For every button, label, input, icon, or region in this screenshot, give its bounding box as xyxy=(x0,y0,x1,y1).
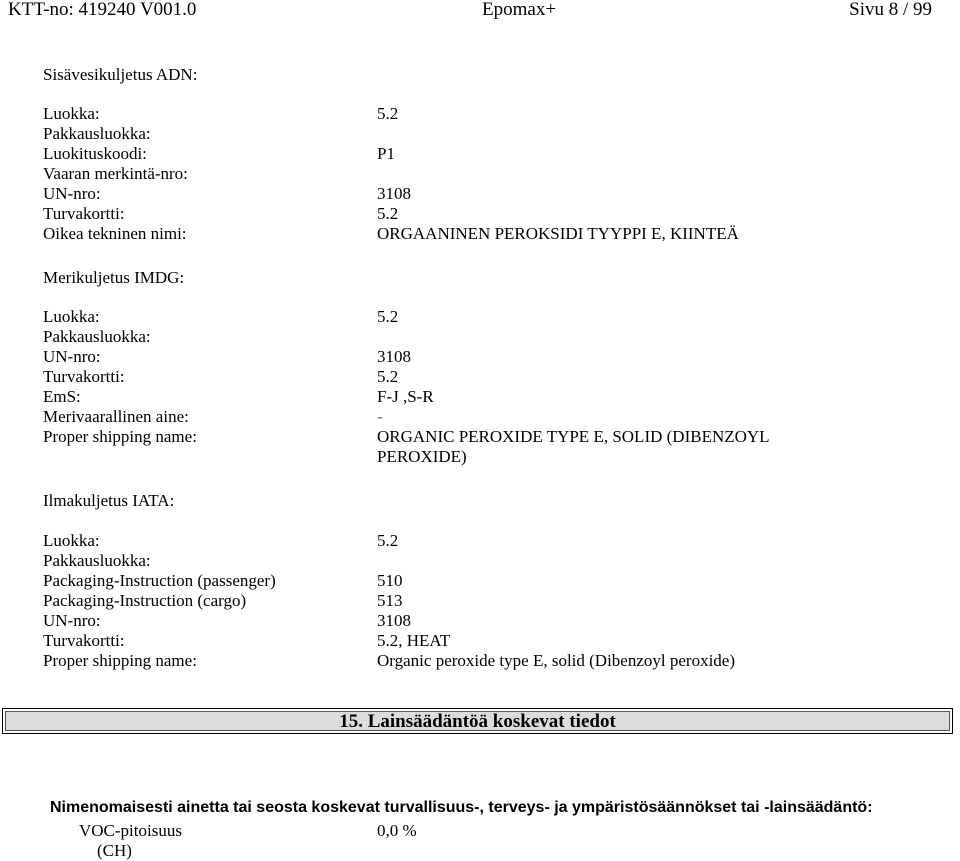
row-label: Pakkausluokka: xyxy=(43,124,151,143)
imdg-row-class xyxy=(43,307,923,327)
imdg-row-safety-card xyxy=(43,367,923,387)
row-value: 5.2 xyxy=(377,531,399,550)
row-label: Proper shipping name: xyxy=(43,651,197,670)
row-value: P1 xyxy=(377,144,395,163)
row-label: Luokka: xyxy=(43,531,100,550)
iata-row-safety-card xyxy=(43,631,923,651)
iata-row-packing-group xyxy=(43,551,923,571)
row-label: Turvakortti: xyxy=(43,631,125,650)
adn-row-hazard-id xyxy=(43,164,923,184)
row-value: 5.2 xyxy=(377,367,399,386)
imdg-row-marine-pollutant xyxy=(43,407,923,427)
imdg-row-packing-group xyxy=(43,327,923,347)
imdg-section-title: Merikuljetus IMDG: xyxy=(43,268,185,287)
imdg-row-un-number xyxy=(43,347,923,367)
row-value: 5.2 xyxy=(377,104,399,123)
row-label: UN-nro: xyxy=(43,184,101,203)
row-label: Vaaran merkintä-nro: xyxy=(43,164,188,183)
row-value: 513 xyxy=(377,591,403,610)
app-name: Epomax+ xyxy=(482,0,557,20)
row-value: 3108 xyxy=(377,611,411,630)
row-label: Luokituskoodi: xyxy=(43,144,147,163)
row-value: ORGANIC PEROXIDE TYPE E, SOLID (DIBENZOYL PEROXIDE) xyxy=(377,427,769,466)
row-label: Packaging-Instruction (cargo) xyxy=(43,591,247,610)
voc-label: VOC-pitoisuus xyxy=(79,821,182,840)
iata-row-un-number xyxy=(43,611,923,631)
row-label: Turvakortti: xyxy=(43,204,125,223)
row-value: F-J ,S-R xyxy=(377,387,434,406)
adn-row-un-number xyxy=(43,184,923,204)
row-value: 510 xyxy=(377,571,403,590)
imdg-row-shipping-name xyxy=(43,427,923,467)
imdg-row-ems xyxy=(43,387,923,407)
row-label: Pakkausluokka: xyxy=(43,551,151,570)
row-value: 3108 xyxy=(377,184,411,203)
iata-row-pi-cargo xyxy=(43,591,923,611)
iata-row-class xyxy=(43,531,923,551)
row-label: Oikea tekninen nimi: xyxy=(43,224,187,243)
row-value: ORGAANINEN PEROKSIDI TYYPPI E, KIINTEÄ xyxy=(377,224,739,243)
page-number: Sivu 8 / 99 xyxy=(849,0,932,20)
adn-section-title: Sisävesikuljetus ADN: xyxy=(43,65,198,84)
row-label: Turvakortti: xyxy=(43,367,125,386)
row-label: Luokka: xyxy=(43,307,100,326)
row-value: 5.2 xyxy=(377,204,399,223)
adn-row-classification-code xyxy=(43,144,923,164)
adn-row-packing-group xyxy=(43,124,923,144)
adn-row-technical-name xyxy=(43,224,923,244)
row-label: Proper shipping name: xyxy=(43,427,197,446)
row-label: EmS: xyxy=(43,387,81,406)
adn-row-safety-card xyxy=(43,204,923,224)
row-label: Packaging-Instruction (passenger) xyxy=(43,571,276,590)
iata-row-shipping-name xyxy=(43,651,923,671)
iata-row-pi-passenger xyxy=(43,571,923,591)
row-value: - xyxy=(377,407,383,426)
section-15-title: 15. Lainsäädäntöä koskevat tiedot xyxy=(5,711,950,731)
row-label: Merivaarallinen aine: xyxy=(43,407,189,426)
row-label: UN-nro: xyxy=(43,611,101,630)
voc-value: 0,0 % xyxy=(377,821,417,840)
row-label: Pakkausluokka: xyxy=(43,327,151,346)
row-label: UN-nro: xyxy=(43,347,101,366)
iata-section-title: Ilmakuljetus IATA: xyxy=(43,491,175,510)
voc-label-country: (CH) xyxy=(97,841,132,860)
adn-row-class xyxy=(43,104,923,124)
row-value: 5.2, HEAT xyxy=(377,631,451,650)
document-id: KTT-no: 419240 V001.0 xyxy=(8,0,197,20)
regulations-subtitle: Nimenomaisesti ainetta tai seosta koskevat turvallisuus-, terveys- ja ympäristösäännökset tai -lainsäädäntö: xyxy=(50,799,873,816)
page-header xyxy=(0,0,960,22)
section-15-banner xyxy=(2,708,953,734)
row-value: 5.2 xyxy=(377,307,399,326)
row-value: 3108 xyxy=(377,347,411,366)
row-label: Luokka: xyxy=(43,104,100,123)
row-value: Organic peroxide type E, solid (Dibenzoyl peroxide) xyxy=(377,651,735,670)
